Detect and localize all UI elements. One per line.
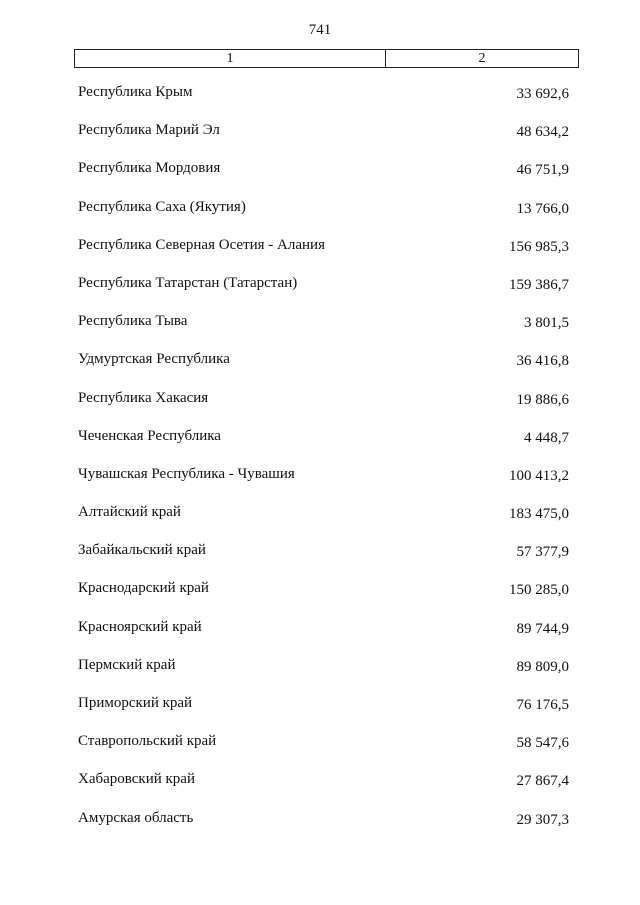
region-name: Республика Саха (Якутия) <box>78 198 246 215</box>
region-value: 46 751,9 <box>516 162 569 179</box>
region-value: 27 867,4 <box>516 773 569 790</box>
table-row <box>0 542 640 580</box>
region-value: 19 886,6 <box>516 391 569 408</box>
region-value: 156 985,3 <box>509 238 569 255</box>
table-row <box>0 504 640 542</box>
table-row <box>0 390 640 428</box>
region-name: Ставропольский край <box>78 733 217 750</box>
region-value: 36 416,8 <box>516 353 569 370</box>
table-row <box>0 160 640 198</box>
table-row <box>0 237 640 275</box>
table-row <box>0 695 640 733</box>
region-name: Республика Марий Эл <box>78 122 220 139</box>
region-name: Удмуртская Республика <box>78 351 230 368</box>
region-value: 33 692,6 <box>516 86 569 102</box>
region-value: 89 809,0 <box>516 658 569 675</box>
region-name: Амурская область <box>78 809 194 826</box>
table-row <box>0 199 640 237</box>
region-value: 76 176,5 <box>516 697 569 713</box>
region-name: Чеченская Республика <box>78 427 221 444</box>
table-row <box>0 771 640 809</box>
region-name: Республика Мордовия <box>78 160 221 177</box>
region-value: 159 386,7 <box>509 276 569 293</box>
table-row <box>0 84 640 122</box>
region-name: Краснодарский край <box>78 580 209 597</box>
header-cell-column-1: 1 <box>75 50 386 67</box>
table-body <box>0 84 640 848</box>
table-header <box>74 49 579 68</box>
region-name: Республика Северная Осетия - Алания <box>78 236 325 253</box>
table-row <box>0 428 640 466</box>
region-value: 48 634,2 <box>516 124 569 141</box>
region-name: Забайкальский край <box>78 542 206 559</box>
table-row <box>0 351 640 389</box>
region-name: Республика Крым <box>78 84 193 100</box>
header-cell-column-2: 2 <box>478 51 486 66</box>
region-name: Алтайский край <box>78 504 181 521</box>
table-row <box>0 810 640 848</box>
region-name: Чувашская Республика - Чувашия <box>78 465 295 482</box>
region-value: 150 285,0 <box>509 582 569 599</box>
region-name: Республика Тыва <box>78 313 188 330</box>
region-name: Республика Хакасия <box>78 389 209 406</box>
table-row <box>0 733 640 771</box>
table-row <box>0 466 640 504</box>
region-value: 4 448,7 <box>524 429 569 446</box>
region-name: Хабаровский край <box>78 771 195 788</box>
region-name: Красноярский край <box>78 618 202 635</box>
region-value: 58 547,6 <box>516 735 569 752</box>
page-number: 741 <box>308 22 332 38</box>
region-value: 29 307,3 <box>516 811 569 828</box>
region-value: 13 766,0 <box>516 200 569 217</box>
region-value: 57 377,9 <box>516 544 569 561</box>
region-name: Приморский край <box>78 695 193 711</box>
table-row <box>0 313 640 351</box>
region-value: 3 801,5 <box>524 315 569 332</box>
region-value: 100 413,2 <box>509 467 569 484</box>
region-value: 89 744,9 <box>516 620 569 637</box>
region-name: Пермский край <box>78 656 176 673</box>
table-row <box>0 122 640 160</box>
region-name: Республика Татарстан (Татарстан) <box>78 274 298 291</box>
table-row <box>0 275 640 313</box>
table-row <box>0 619 640 657</box>
table-row <box>0 657 640 695</box>
region-value: 183 475,0 <box>509 506 569 523</box>
table-row <box>0 580 640 618</box>
